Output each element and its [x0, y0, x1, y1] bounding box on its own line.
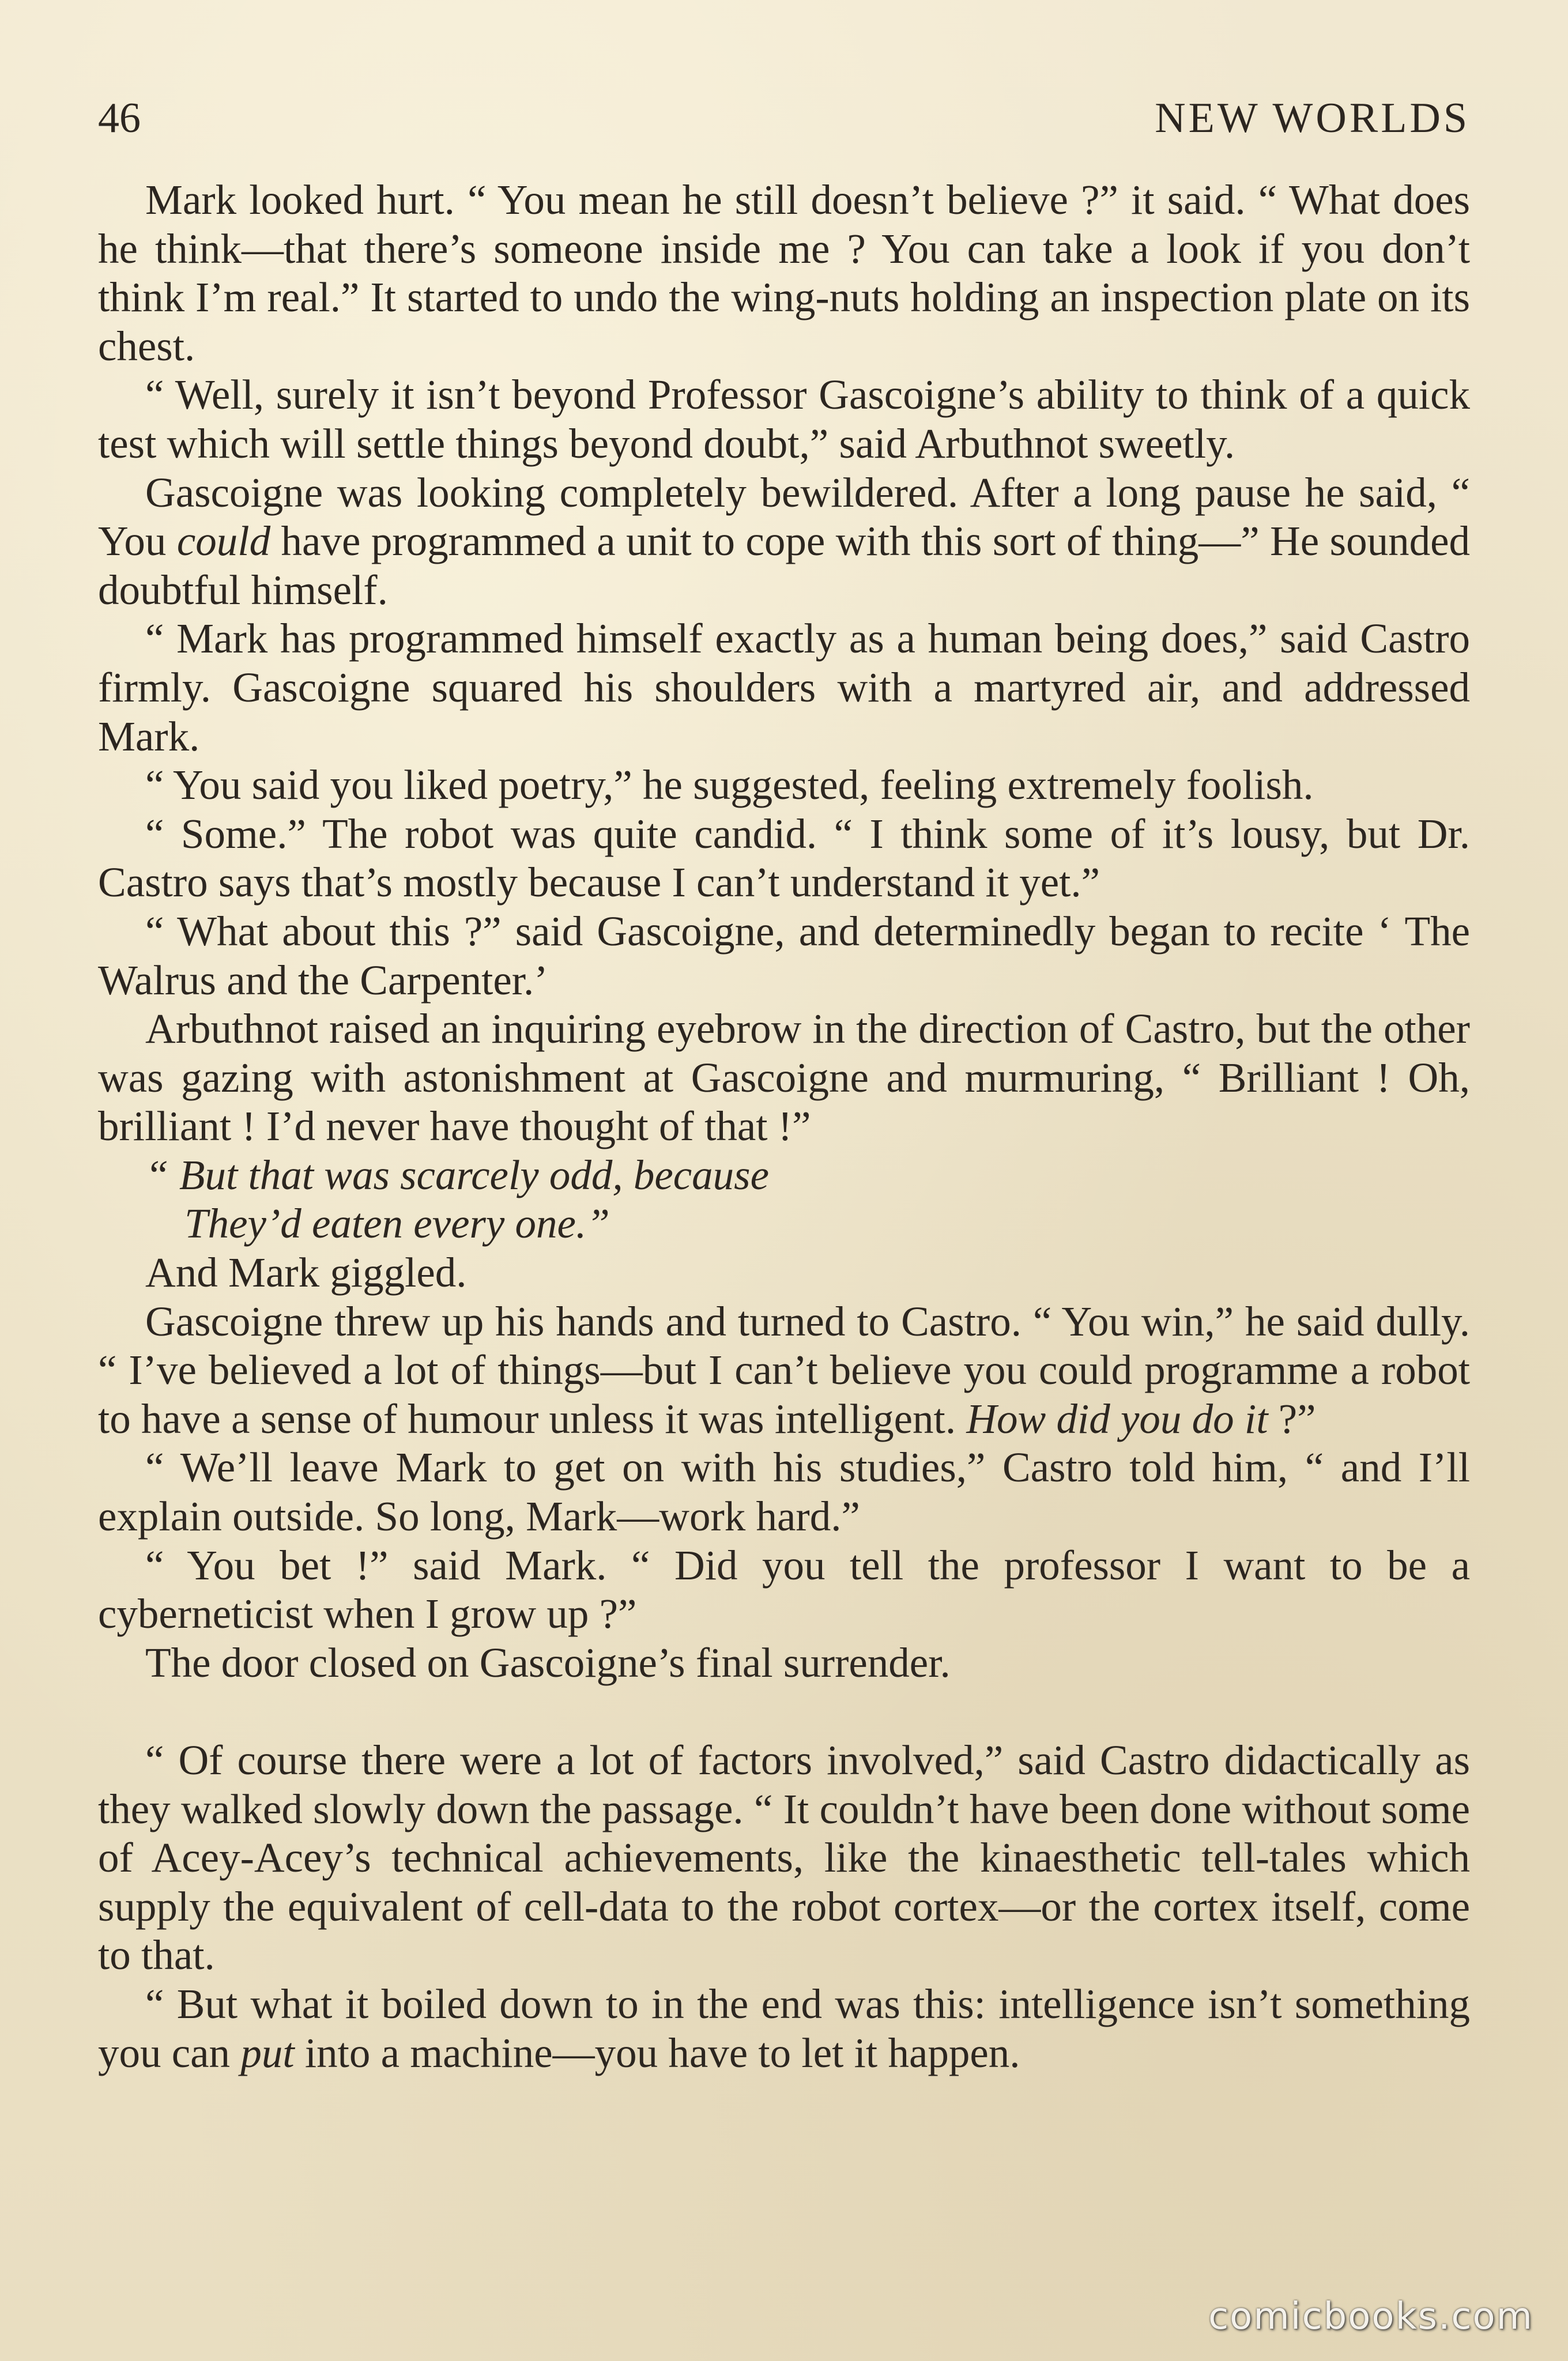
paragraph: Gascoigne was looking completely bewildered. After a long pause he said, “ You could have programmed a unit to cope with this sort of thing—” He sounded doubtful himself. — [98, 469, 1470, 613]
page-number: 46 — [98, 95, 141, 142]
paragraph: “ Of course there were a lot of factors involved,” said Castro didactically as they walked slowly down the passage. “ It couldn’t have been done without some of Acey-Acey’s technical achievements, like the kinaesthetic tell-tales which supply the equivalent of cell-data to the robot cortex—or the cortex itself, come to that. — [98, 1737, 1470, 1979]
paragraph: “ Mark has programmed himself exactly as a human being does,” said Castro firmly. Gascoigne squared his shoulders with a martyred air, and addressed Mark. — [98, 615, 1470, 760]
verse-line: “ But that was scarcely odd, because — [145, 1151, 769, 1198]
paragraph: “ We’ll leave Mark to get on with his studies,” Castro told him, “ and I’ll explain outside. So long, Mark—work hard.” — [98, 1444, 1470, 1540]
emphasis: put — [240, 2029, 295, 2076]
paragraph: “ What about this ?” said Gascoigne, and determinedly began to recite ‘ The Walrus and the Carpenter.’ — [98, 907, 1470, 1004]
emphasis: How did you do it — [966, 1395, 1268, 1442]
watermark: comicbooks.com — [1208, 2295, 1533, 2338]
paragraph: “ But what it boiled down to in the end was this: intelligence isn’t something you can put into a machine—you have to let it happen. — [98, 1980, 1470, 2076]
body-text — [98, 176, 1470, 2077]
paragraph: “ You said you liked poetry,” he suggested, feeling extremely foolish. — [145, 761, 1314, 809]
paragraph: And Mark giggled. — [145, 1249, 467, 1296]
running-head: NEW WORLDS — [1155, 95, 1470, 142]
paragraph: Arbuthnot raised an inquiring eyebrow in the direction of Castro, but the other was gazing with astonishment at Gascoigne and murmuring, “ Brilliant ! Oh, brilliant ! I’d never have thought of that !” — [98, 1005, 1470, 1150]
section-break — [98, 1687, 1470, 1736]
paragraph: Mark looked hurt. “ You mean he still doesn’t believe ?” it said. “ What does he think—that there’s someone inside me ? You can take a look if you don’t think I’m real.” It started to undo the wing-nuts holding an inspection plate on its chest. — [98, 176, 1470, 369]
paragraph: “ You bet !” said Mark. “ Did you tell the professor I want to be a cyberneticist when I grow up ?” — [98, 1541, 1470, 1638]
paragraph: “ Some.” The robot was quite candid. “ I think some of it’s lousy, but Dr. Castro says that’s mostly because I can’t understand it yet.” — [98, 810, 1470, 906]
paragraph: The door closed on Gascoigne’s final surrender. — [145, 1639, 951, 1686]
verse-line: They’d eaten every one.” — [184, 1200, 610, 1247]
emphasis: could — [176, 518, 271, 565]
paragraph: “ Well, surely it isn’t beyond Professor Gascoigne’s ability to think of a quick test which will settle things beyond doubt,” said Arbuthnot sweetly. — [98, 371, 1470, 467]
paragraph: Gascoigne threw up his hands and turned to Castro. “ You win,” he said dully. “ I’ve believed a lot of things—but I can’t believe you could programme a robot to have a sense of humour unless it was intelligent. How did you do it ?” — [98, 1298, 1470, 1442]
page-header — [98, 86, 1470, 150]
